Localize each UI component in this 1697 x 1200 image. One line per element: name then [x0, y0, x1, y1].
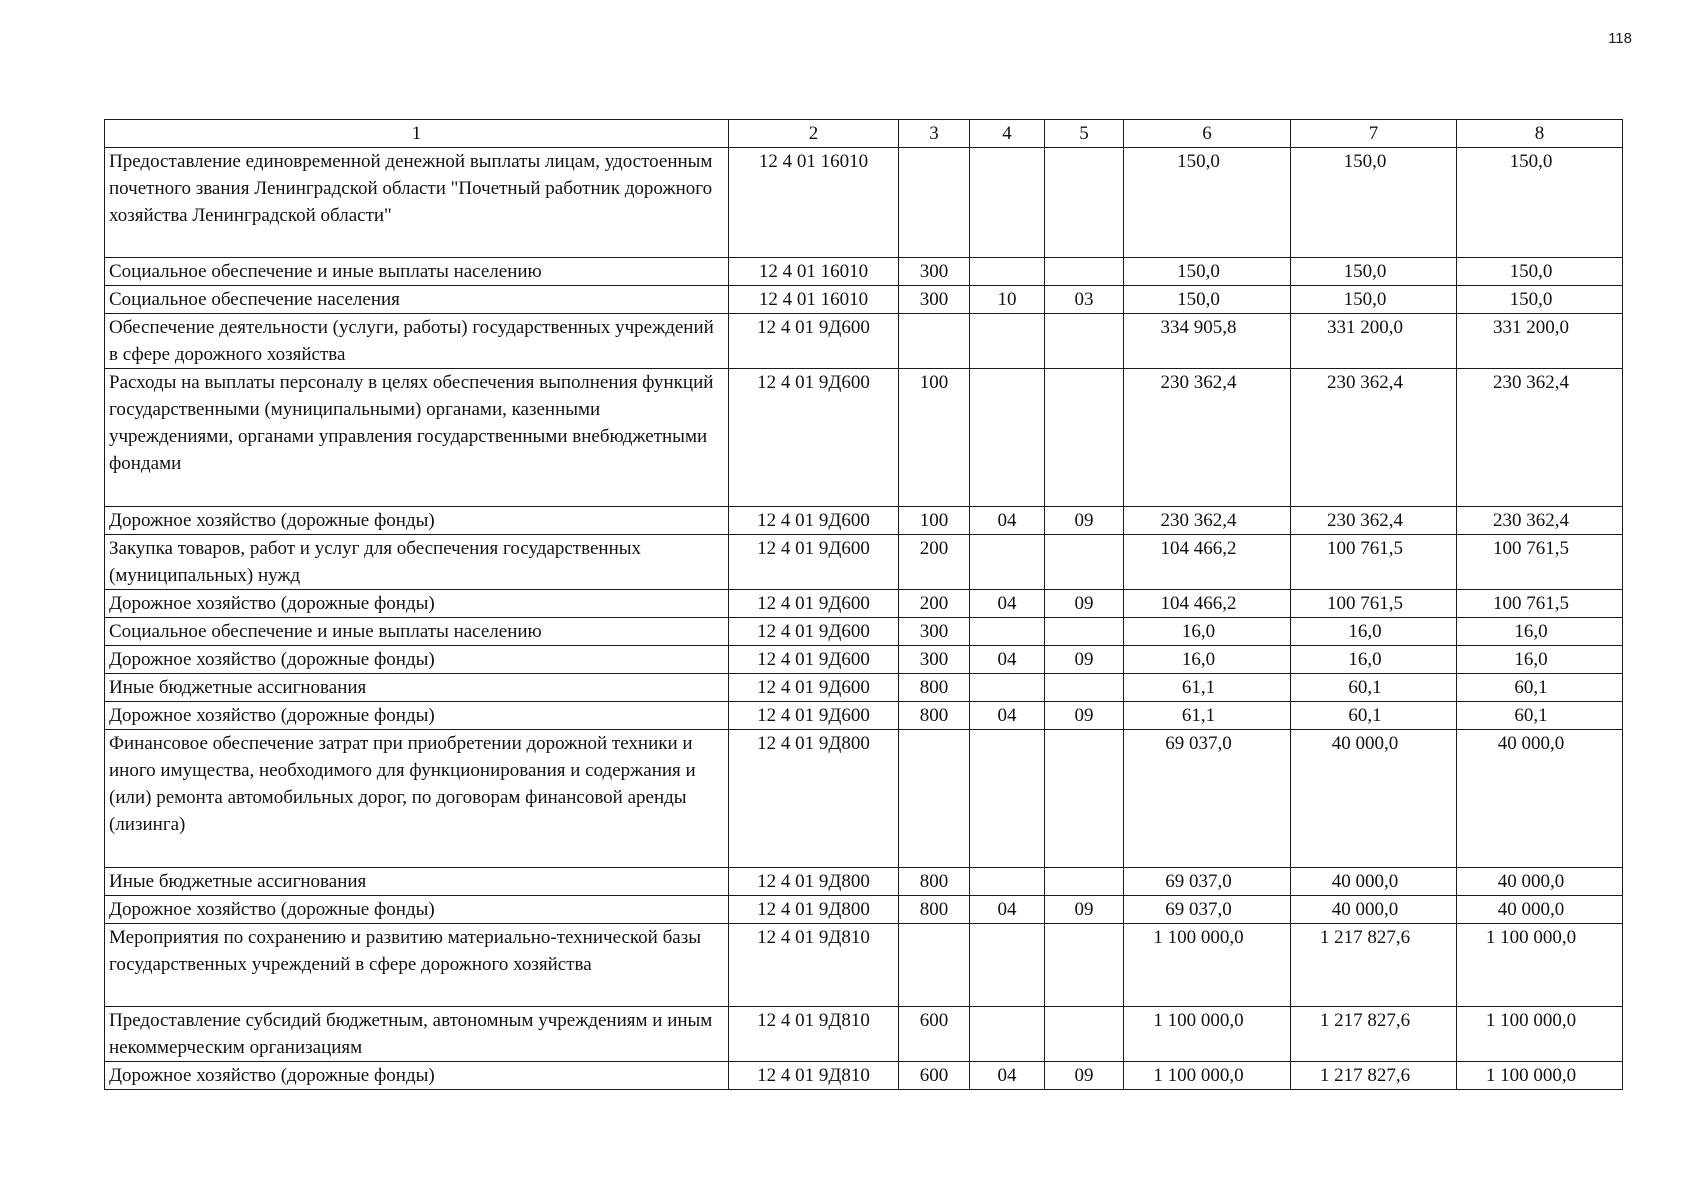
row-expense-type — [899, 148, 970, 258]
row-name: Мероприятия по сохранению и развитию материально-технической базы государственных учреждений в сфере дорожного хозяйства — [105, 924, 729, 1007]
row-expense-type: 100 — [899, 369, 970, 507]
row-amount-col8: 1 100 000,0 — [1457, 1007, 1623, 1062]
row-code: 12 4 01 9Д600 — [729, 702, 899, 730]
row-section: 04 — [970, 1062, 1045, 1090]
row-expense-type: 600 — [899, 1062, 970, 1090]
row-subsection: 09 — [1045, 507, 1124, 535]
row-expense-type: 100 — [899, 507, 970, 535]
row-name: Иные бюджетные ассигнования — [105, 674, 729, 702]
row-section — [970, 369, 1045, 507]
row-subsection: 09 — [1045, 702, 1124, 730]
row-section — [970, 148, 1045, 258]
row-amount-col6: 61,1 — [1124, 674, 1291, 702]
row-amount-col8: 40 000,0 — [1457, 896, 1623, 924]
row-amount-col8: 100 761,5 — [1457, 535, 1623, 590]
row-expense-type — [899, 314, 970, 369]
row-section: 04 — [970, 646, 1045, 674]
row-name: Предоставление единовременной денежной выплаты лицам, удостоенным почетного звания Ленинградской области "Почетный работник дорожного хозяйства Ленинградской области" — [105, 148, 729, 258]
row-amount-col8: 331 200,0 — [1457, 314, 1623, 369]
row-amount-col8: 60,1 — [1457, 674, 1623, 702]
row-code: 12 4 01 9Д600 — [729, 590, 899, 618]
row-subsection — [1045, 148, 1124, 258]
row-expense-type: 300 — [899, 286, 970, 314]
row-subsection — [1045, 535, 1124, 590]
row-amount-col7: 150,0 — [1291, 148, 1457, 258]
header-col-4: 4 — [970, 120, 1045, 148]
row-amount-col7: 331 200,0 — [1291, 314, 1457, 369]
row-code: 12 4 01 9Д810 — [729, 1062, 899, 1090]
table-row — [105, 618, 1623, 646]
row-amount-col8: 40 000,0 — [1457, 868, 1623, 896]
row-amount-col6: 150,0 — [1124, 286, 1291, 314]
table-row — [105, 258, 1623, 286]
header-col-3: 3 — [899, 120, 970, 148]
row-amount-col8: 230 362,4 — [1457, 507, 1623, 535]
row-amount-col7: 16,0 — [1291, 646, 1457, 674]
row-expense-type: 300 — [899, 646, 970, 674]
table-row — [105, 702, 1623, 730]
row-code: 12 4 01 9Д600 — [729, 369, 899, 507]
row-amount-col7: 230 362,4 — [1291, 507, 1457, 535]
row-name: Дорожное хозяйство (дорожные фонды) — [105, 590, 729, 618]
row-amount-col7: 1 217 827,6 — [1291, 1007, 1457, 1062]
row-expense-type — [899, 730, 970, 868]
header-col-2: 2 — [729, 120, 899, 148]
row-subsection — [1045, 1007, 1124, 1062]
row-amount-col6: 230 362,4 — [1124, 369, 1291, 507]
page-number: 118 — [1608, 30, 1632, 47]
row-amount-col6: 69 037,0 — [1124, 896, 1291, 924]
row-name: Предоставление субсидий бюджетным, автономным учреждениям и иным некоммерческим организациям — [105, 1007, 729, 1062]
table-row — [105, 286, 1623, 314]
budget-table — [104, 119, 1623, 1090]
row-amount-col8: 150,0 — [1457, 148, 1623, 258]
row-amount-col6: 334 905,8 — [1124, 314, 1291, 369]
row-section: 10 — [970, 286, 1045, 314]
row-amount-col6: 230 362,4 — [1124, 507, 1291, 535]
row-code: 12 4 01 9Д600 — [729, 618, 899, 646]
row-amount-col7: 230 362,4 — [1291, 369, 1457, 507]
row-expense-type: 600 — [899, 1007, 970, 1062]
row-code: 12 4 01 16010 — [729, 258, 899, 286]
row-amount-col8: 100 761,5 — [1457, 590, 1623, 618]
row-amount-col8: 230 362,4 — [1457, 369, 1623, 507]
table-row — [105, 674, 1623, 702]
table-row — [105, 1062, 1623, 1090]
row-amount-col6: 1 100 000,0 — [1124, 1062, 1291, 1090]
row-name: Закупка товаров, работ и услуг для обеспечения государственных (муниципальных) нужд — [105, 535, 729, 590]
row-section — [970, 314, 1045, 369]
row-subsection — [1045, 314, 1124, 369]
row-amount-col6: 1 100 000,0 — [1124, 1007, 1291, 1062]
row-name: Дорожное хозяйство (дорожные фонды) — [105, 646, 729, 674]
row-expense-type: 200 — [899, 590, 970, 618]
row-name: Расходы на выплаты персоналу в целях обеспечения выполнения функций государственными (муниципальными) органами, казенными учреждениями, органами управления государственными внебюджетными фондами — [105, 369, 729, 507]
row-amount-col8: 40 000,0 — [1457, 730, 1623, 868]
row-subsection — [1045, 258, 1124, 286]
row-subsection — [1045, 924, 1124, 1007]
row-amount-col6: 16,0 — [1124, 646, 1291, 674]
header-col-6: 6 — [1124, 120, 1291, 148]
row-code: 12 4 01 9Д600 — [729, 535, 899, 590]
row-expense-type: 200 — [899, 535, 970, 590]
table-row — [105, 730, 1623, 868]
row-amount-col7: 40 000,0 — [1291, 868, 1457, 896]
row-code: 12 4 01 9Д800 — [729, 730, 899, 868]
row-code: 12 4 01 9Д810 — [729, 1007, 899, 1062]
row-amount-col7: 40 000,0 — [1291, 896, 1457, 924]
row-section — [970, 618, 1045, 646]
row-subsection: 09 — [1045, 646, 1124, 674]
row-code: 12 4 01 9Д600 — [729, 646, 899, 674]
row-amount-col7: 16,0 — [1291, 618, 1457, 646]
row-section — [970, 868, 1045, 896]
row-amount-col7: 1 217 827,6 — [1291, 1062, 1457, 1090]
row-name: Социальное обеспечение и иные выплаты населению — [105, 258, 729, 286]
row-section — [970, 535, 1045, 590]
row-amount-col8: 16,0 — [1457, 646, 1623, 674]
row-section — [970, 730, 1045, 868]
table-row — [105, 314, 1623, 369]
row-section — [970, 674, 1045, 702]
table-row — [105, 1007, 1623, 1062]
row-amount-col8: 150,0 — [1457, 286, 1623, 314]
row-amount-col6: 69 037,0 — [1124, 868, 1291, 896]
row-subsection: 03 — [1045, 286, 1124, 314]
row-expense-type: 800 — [899, 868, 970, 896]
row-amount-col8: 150,0 — [1457, 258, 1623, 286]
header-col-5: 5 — [1045, 120, 1124, 148]
row-amount-col7: 40 000,0 — [1291, 730, 1457, 868]
row-code: 12 4 01 9Д800 — [729, 896, 899, 924]
row-section — [970, 924, 1045, 1007]
row-name: Обеспечение деятельности (услуги, работы) государственных учреждений в сфере дорожного хозяйства — [105, 314, 729, 369]
row-code: 12 4 01 9Д800 — [729, 868, 899, 896]
row-amount-col6: 150,0 — [1124, 258, 1291, 286]
row-code: 12 4 01 9Д600 — [729, 314, 899, 369]
row-section: 04 — [970, 590, 1045, 618]
row-amount-col7: 60,1 — [1291, 674, 1457, 702]
row-expense-type: 300 — [899, 618, 970, 646]
row-section: 04 — [970, 896, 1045, 924]
row-amount-col7: 100 761,5 — [1291, 590, 1457, 618]
row-amount-col7: 1 217 827,6 — [1291, 924, 1457, 1007]
table-row — [105, 369, 1623, 507]
table-row — [105, 646, 1623, 674]
row-amount-col7: 150,0 — [1291, 258, 1457, 286]
row-code: 12 4 01 16010 — [729, 148, 899, 258]
row-expense-type: 800 — [899, 896, 970, 924]
row-code: 12 4 01 16010 — [729, 286, 899, 314]
row-amount-col8: 1 100 000,0 — [1457, 924, 1623, 1007]
table-row — [105, 924, 1623, 1007]
header-col-7: 7 — [1291, 120, 1457, 148]
row-name: Дорожное хозяйство (дорожные фонды) — [105, 702, 729, 730]
row-subsection: 09 — [1045, 1062, 1124, 1090]
row-amount-col6: 104 466,2 — [1124, 535, 1291, 590]
row-subsection: 09 — [1045, 896, 1124, 924]
row-name: Социальное обеспечение населения — [105, 286, 729, 314]
table-row — [105, 507, 1623, 535]
row-subsection — [1045, 618, 1124, 646]
row-section: 04 — [970, 702, 1045, 730]
row-amount-col8: 60,1 — [1457, 702, 1623, 730]
row-expense-type: 800 — [899, 674, 970, 702]
row-expense-type: 300 — [899, 258, 970, 286]
row-amount-col7: 100 761,5 — [1291, 535, 1457, 590]
row-amount-col8: 16,0 — [1457, 618, 1623, 646]
header-col-1: 1 — [105, 120, 729, 148]
row-section — [970, 258, 1045, 286]
row-amount-col6: 104 466,2 — [1124, 590, 1291, 618]
row-name: Финансовое обеспечение затрат при приобретении дорожной техники и иного имущества, необходимого для функционирования и содержания и (или) ремонта автомобильных дорог, по договорам финансовой аренды (лизинга) — [105, 730, 729, 868]
row-amount-col6: 69 037,0 — [1124, 730, 1291, 868]
row-expense-type: 800 — [899, 702, 970, 730]
row-code: 12 4 01 9Д600 — [729, 674, 899, 702]
row-amount-col6: 150,0 — [1124, 148, 1291, 258]
row-code: 12 4 01 9Д810 — [729, 924, 899, 1007]
row-expense-type — [899, 924, 970, 1007]
header-col-8: 8 — [1457, 120, 1623, 148]
table-row — [105, 868, 1623, 896]
table-row — [105, 148, 1623, 258]
row-subsection: 09 — [1045, 590, 1124, 618]
row-amount-col6: 61,1 — [1124, 702, 1291, 730]
header-row — [105, 120, 1623, 148]
row-code: 12 4 01 9Д600 — [729, 507, 899, 535]
table-row — [105, 535, 1623, 590]
row-subsection — [1045, 369, 1124, 507]
table-row — [105, 590, 1623, 618]
row-amount-col6: 1 100 000,0 — [1124, 924, 1291, 1007]
row-name: Иные бюджетные ассигнования — [105, 868, 729, 896]
row-subsection — [1045, 730, 1124, 868]
table-row — [105, 896, 1623, 924]
row-name: Дорожное хозяйство (дорожные фонды) — [105, 1062, 729, 1090]
row-name: Социальное обеспечение и иные выплаты населению — [105, 618, 729, 646]
row-amount-col7: 150,0 — [1291, 286, 1457, 314]
row-amount-col8: 1 100 000,0 — [1457, 1062, 1623, 1090]
row-name: Дорожное хозяйство (дорожные фонды) — [105, 507, 729, 535]
row-amount-col6: 16,0 — [1124, 618, 1291, 646]
row-subsection — [1045, 868, 1124, 896]
row-name: Дорожное хозяйство (дорожные фонды) — [105, 896, 729, 924]
row-section — [970, 1007, 1045, 1062]
row-subsection — [1045, 674, 1124, 702]
row-section: 04 — [970, 507, 1045, 535]
row-amount-col7: 60,1 — [1291, 702, 1457, 730]
